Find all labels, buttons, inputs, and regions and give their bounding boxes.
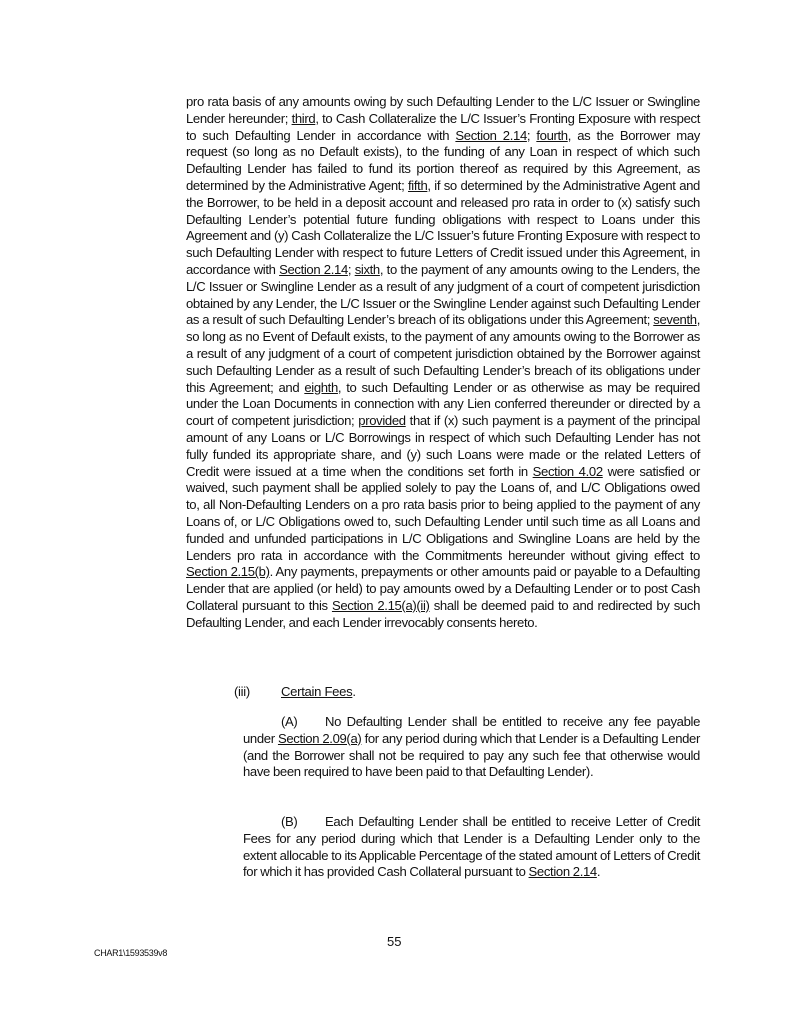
paragraph-text: , if so determined by the Administrative Agent and the Borrower, to be held in a deposit account and released pro rata in order to (x) satisfy such Defaulting Lender’s potential future funding obligations with respect to Loans under this Agreement and (y) Cash Collateralize the L/C Issuer’s future Fronting Exposure with respect to such Defaulting Lender with respect to future Letters of Credit issued under this Agreement, in accordance with (186, 177, 700, 277)
section-reference: Section 2.09(a) (277, 730, 362, 746)
underlined-term-sixth: sixth (354, 261, 380, 277)
paragraph-text: shall be deemed paid to and redirected by such Defaulting Lender, and each Lender irrevocably consents hereto. (186, 597, 700, 630)
subsection-number: (iii) (234, 684, 250, 699)
paragraph-text: were satisfied or waived, such payment shall be applied solely to pay the Loans of, and L/C Obligations owed to, all Non-Defaulting Lenders on a pro rata basis prior to being applied to the payment of any Loans of, or L/C Obligations owed to, such Defaulting Lender until such time as all Loans and funded and unfunded participations in L/C Obligations and Swingline Loans are held by the Lenders pro rata in accordance with the Commitments hereunder without giving effect to (186, 463, 701, 563)
section-reference: Section 2.14 (279, 261, 348, 277)
clause-label: (A) (281, 714, 298, 729)
section-reference: Section 2.14 (528, 864, 597, 880)
clause-text: Each Defaulting Lender shall be entitled to receive Letter of Credit Fees for any period during which that Lender is a Defaulting Lender only to the extent allocable to its Applicable Percentage of the stated amount of Letters of Credit for which it has provided Cash Collateral pursuant to (243, 814, 700, 880)
paragraph-text: , to Cash Collateralize the L/C Issuer’s Fronting Exposure with respect to such Defaulting Lender in accordance with (186, 110, 700, 143)
paragraph-text: ; (526, 127, 537, 143)
section-reference: Section 2.14 (455, 127, 527, 143)
section-reference: Section 4.02 (532, 463, 603, 479)
underlined-term-fourth: fourth (536, 127, 568, 143)
paragraph-text: that if (x) such payment is a payment of the principal amount of any Loans or L/C Borrowings in respect of which such Defaulting Lender has not fully funded its appropriate share, and (y) such Loans were made or the related Letters of Credit were issued at a time when the conditions set forth in (186, 413, 701, 479)
paragraph-text: , so long as no Event of Default exists, to the payment of any amounts owing to the Borrower as a result of any judgment of a court of competent jurisdiction obtained by the Borrower against such Defaulting Lender as a result of such Defaulting Lender’s breach of its obligations under this Agreement; and (186, 312, 700, 395)
clause-text: . (596, 864, 601, 880)
paragraph-text: pro rata basis of any amounts owing by such Defaulting Lender to the L/C Issuer or Swingline Lender hereunder; (186, 94, 700, 126)
subsection-title: Certain Fees (281, 684, 353, 699)
document-id: CHAR1\1593539v8 (94, 948, 168, 958)
clause-text: No Defaulting Lender shall be entitled to receive any fee payable under (243, 714, 700, 746)
underlined-term-third: third (291, 110, 316, 126)
underlined-term-eighth: eighth (304, 379, 338, 395)
page-number: 55 (387, 934, 402, 949)
clause-label: (B) (281, 814, 298, 829)
paragraph-text: . Any payments, prepayments or other amounts paid or payable to a Defaulting Lender that are applied (or held) to pay amounts owed by a Defaulting Lender or to post Cash Collateral pursuant to this (186, 564, 700, 613)
section-reference: Section 2.15(b) (186, 564, 270, 580)
subsection-heading (234, 684, 356, 701)
paragraph-text: ; (347, 261, 355, 277)
underlined-term-fifth: fifth (408, 177, 428, 193)
paragraph-text: , as the Borrower may request (so long as no Default exists), to the funding of any Loan in respect of which such Defaulting Lender has failed to fund its portion thereof as required by this Agreement, as determined by the Administrative Agent; (186, 127, 700, 193)
subsection-title-punctuation: . (352, 684, 356, 699)
main-paragraph (186, 94, 700, 632)
underlined-term-provided: provided (358, 413, 406, 429)
underlined-term-seventh: seventh (653, 312, 697, 328)
paragraph-text: , to the payment of any amounts owing to the Lenders, the L/C Issuer or Swingline Lender as a result of any judgment of a court of competent jurisdiction obtained by any Lender, the L/C Issuer or the Swingline Lender against such Defaulting Lender as a result of such Defaulting Lender’s breach of its obligations under this Agreement; (186, 261, 700, 328)
section-reference: Section 2.15(a)(ii) (331, 597, 430, 613)
paragraph-text: , to such Defaulting Lender or as otherwise as may be required under the Loan Documents in connection with any Lien conferred thereunder or directed by a court of competent jurisdiction; (186, 379, 700, 429)
clause-a (243, 714, 700, 781)
clause-b (243, 814, 700, 881)
clause-text: for any period during which that Lender is a Defaulting Lender (and the Borrower shall not be required to pay any such fee that otherwise would have been required to have been paid to that Defaulting Lender). (243, 730, 700, 780)
